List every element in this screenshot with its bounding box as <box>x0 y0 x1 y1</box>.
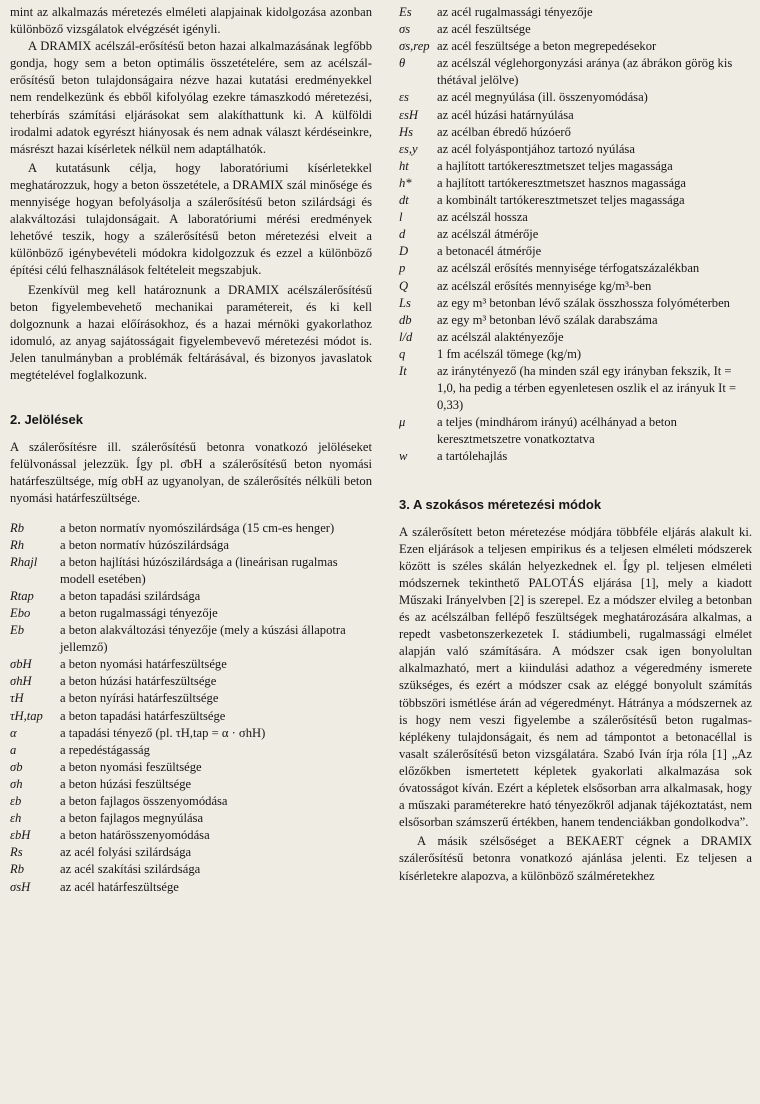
symbol-description: a betonacél átmérője <box>437 244 542 259</box>
symbol-description: a beton hajlítási húzószilárdsága a (lineárisan rugalmas modell esetében) <box>60 554 338 586</box>
symbol-definition <box>399 226 752 243</box>
symbol-definition <box>399 141 752 158</box>
symbol: σs,rep <box>399 39 430 54</box>
symbol-definition <box>10 537 372 554</box>
symbol-description: 1 fm acélszál tömege (kg/m) <box>437 346 582 361</box>
section-heading: 2. Jelölések <box>10 412 83 428</box>
symbol-description: a hajlított tartókeresztmetszet teljes magassága <box>437 158 673 173</box>
symbol: h* <box>399 175 412 190</box>
symbol-definition <box>399 295 752 312</box>
symbol: Rs <box>10 845 23 860</box>
symbol-description: a beton nyírási határfeszültsége <box>60 691 219 706</box>
symbol-definition <box>10 844 372 861</box>
symbol-description: a teljes (mindhárom irányú) acélhányad a beton keresztmetszetre vonatkoztatva <box>437 415 677 447</box>
symbol: dt <box>399 193 409 208</box>
symbol: db <box>399 312 412 327</box>
symbol-definition <box>399 448 752 465</box>
body-paragraph: A másik szélsőséget a BEKAERT cégnek a DRAMIX szálerősítésű betonra vonatkozó ajánlása jelenti. Ez teljesen a kísérletekre alapozva, a különböző szálméretekhez <box>399 834 752 883</box>
symbol-definition <box>399 209 752 226</box>
symbol-description: az acélszál átmérője <box>437 227 539 242</box>
symbol: θ <box>399 56 406 71</box>
symbol: Rhajl <box>10 554 38 569</box>
symbol-definition <box>399 55 752 89</box>
symbol-definition <box>10 793 372 810</box>
symbol: σb <box>10 759 23 774</box>
symbol-description: az acélszál véglehorgonyzási aránya (az ábrákon görög kis thétával jelölve) <box>437 56 733 88</box>
symbol-definition <box>399 21 752 38</box>
symbol: D <box>399 244 409 259</box>
symbol: l/d <box>399 329 413 344</box>
symbol-definition <box>399 260 752 277</box>
symbol: l <box>399 210 403 225</box>
symbol-definition <box>399 414 752 448</box>
symbol-description: a beton fajlagos összenyomódása <box>60 794 228 809</box>
right-column <box>399 4 752 885</box>
symbol-description: a beton nyomási feszültsége <box>60 759 202 774</box>
symbol-definition <box>399 312 752 329</box>
symbol-description: az acél szakítási szilárdsága <box>60 862 201 877</box>
symbol: Rtap <box>10 588 34 603</box>
symbol-description: az acél rugalmassági tényezője <box>437 5 593 19</box>
symbol-description: a beton nyomási határfeszültsége <box>60 657 227 672</box>
symbol: a <box>10 742 17 757</box>
symbol: εh <box>10 811 22 826</box>
symbol-list-left <box>10 520 372 896</box>
symbol: μ <box>399 415 406 430</box>
symbol: w <box>399 449 408 464</box>
symbol: Ebo <box>10 606 31 620</box>
symbol-description: a beton húzási határfeszültsége <box>60 674 217 689</box>
symbol-definition <box>10 605 372 622</box>
symbol: ht <box>399 158 409 173</box>
body-paragraph: A szálerősített beton méretezése módjára többféle eljárás alakult ki. Ezen eljárások a teljesen empirikus és a teljesen elméleti módszerek között is széles skálán helyezkednek el. Így pl. teljesen elméleti módszernek tekinthető PALOTÁS eljárása [1], mely a kiadott Műszaki Irányelvben [2] is szerepel. Ez a módszer elvileg a betonban és az acélszálban fellépő feszültségek meghatározására alkalmas, a repedt vasbetonszerkezetek I. stádiumbeli, rugalmassági elmélet alapján való számítására. A módszer csak igen bonyolultan alkalmazható, mert a kiindulási adathoz a végeredmény ismerete szükséges, és ezért a módszer csak az eléggé bonyolult számítás többszöri ismétlése árán ad végeredményt. Hátránya a módszernek az is hogy nem veszi figyelembe a szálerősítésű beton rugalmas-képlékeny tulajdonságait, és nem ad támpontot a betonacéllal is vasalt szálerősítésű beton vizsgálatára. Szabó Iván írja róla [1] „Az előzőkben ismertetett képletek gyakorlati alkalmazása sok óvatosságot kíván. Ezért a képletek elsősorban arra alkalmasak, hogy a műszaki paraméterekre ható tényezőkről adjanak tájékoztatást, nem elsősorban számszerű értékben, hanem tendenciákban gondolkodva”. <box>399 524 752 830</box>
symbol-definition <box>10 742 372 759</box>
symbol-definition <box>10 708 372 725</box>
symbol-description: az acélban ébredő húzóerő <box>437 124 571 139</box>
symbol-description: az acél folyáspontjához tartozó nyúlása <box>437 141 635 156</box>
symbol-definition <box>10 725 372 742</box>
symbol: τH <box>10 691 24 706</box>
symbol-description: a tapadási tényező (pl. τH,tap = α · σhH) <box>60 725 266 740</box>
symbol-description: a kombinált tartókeresztmetszet teljes magassága <box>437 193 685 208</box>
symbol-definition <box>10 861 372 878</box>
symbol: Hs <box>399 124 413 139</box>
symbol-description: az egy m³ betonban lévő szálak darabszáma <box>437 312 658 327</box>
symbol-definition <box>399 107 752 124</box>
symbol-definition <box>399 329 752 346</box>
symbol: εb <box>10 794 22 809</box>
symbol-description: az acél feszültsége <box>437 22 531 37</box>
symbol-description: az acélszál erősítés mennyisége kg/m³-ben <box>437 278 652 293</box>
symbol: τH,tap <box>10 708 43 723</box>
symbol: Rh <box>10 537 24 552</box>
symbol-definition <box>10 656 372 673</box>
symbol: d <box>399 227 406 242</box>
symbol-definition <box>399 192 752 209</box>
body-paragraph: mint az alkalmazás méretezés elméleti alapjainak kidolgozása azonban különböző vizsgálatok elvégzését igényli. <box>10 5 372 37</box>
symbol-description: az acél húzási határnyúlása <box>437 107 574 122</box>
symbol-description: a beton fajlagos megnyúlása <box>60 811 204 826</box>
symbol-definition <box>10 810 372 827</box>
symbol: εs <box>399 90 409 105</box>
symbol-description: az acél megnyúlása (ill. összenyomódása) <box>437 90 648 105</box>
symbol-description: az egy m³ betonban lévő szálak összhossza folyóméterben <box>437 295 730 310</box>
symbol-description: a hajlított tartókeresztmetszet hasznos magassága <box>437 175 686 190</box>
symbol: σh <box>10 776 23 791</box>
symbol-definition <box>399 278 752 295</box>
body-paragraph: A kutatásunk célja, hogy laboratóriumi kísérletekkel meghatározzuk, hogy a beton összetétele, a DRAMIX szál minősége és mennyisége hogyan befolyásolja a szálerősítésű beton szilárdsági és alakváltozási tulajdonságait. A laboratóriumi mérési eredmények lehetővé teszik, hogy a szálerősítésű beton méretezési elveit a különböző igénybevételi módokra kidolgozzuk és ezzel a különböző építési célú felhasználások feltételeit megszabjuk. <box>10 160 372 278</box>
symbol-description: az acél feszültsége a beton megrepedésekor <box>437 39 657 54</box>
symbol: Eb <box>10 623 24 638</box>
symbol-definition <box>399 346 752 363</box>
symbol-description: az acélszál hossza <box>437 210 528 225</box>
symbol-description: az acélszál alaktényezője <box>437 329 564 344</box>
symbol-description: a beton határösszenyomódása <box>60 828 210 843</box>
symbol-definition <box>10 588 372 605</box>
symbol-definition <box>10 827 372 844</box>
symbol-description: a beton rugalmassági tényezője <box>60 606 218 620</box>
symbol: εbH <box>10 828 31 843</box>
symbol-description: a tartólehajlás <box>437 449 508 464</box>
symbol: p <box>399 261 406 276</box>
symbol-list-right <box>399 4 752 466</box>
symbol-description: az acél folyási szilárdsága <box>60 845 192 860</box>
body-paragraph: Ezenkívül meg kell határoznunk a DRAMIX acélszálerősítésű beton figyelembevehető mechanikai paramétereit, és ki kell dolgoznunk a hazai előírásokhoz, és a hazai mérnöki gyakorlathoz idomuló, az anyag sajátosságait figyelembevevő méretezési módot is. Jelen tanulmányban a problémák feltárásával, és bizonyos javaslatok megtételével foglalkozunk. <box>10 282 372 382</box>
symbol: Rb <box>10 520 24 535</box>
symbol: It <box>399 363 407 378</box>
symbol: Es <box>399 5 412 19</box>
symbol-description: a beton tapadási szilárdsága <box>60 588 201 603</box>
symbol-definition <box>10 690 372 707</box>
symbol-definition <box>399 363 752 414</box>
symbol: q <box>399 346 406 361</box>
symbol-description: a beton normatív húzószilárdsága <box>60 537 229 552</box>
symbol-definition <box>10 759 372 776</box>
symbol-definition <box>10 622 372 656</box>
symbol-description: az iránytényező (ha minden szál egy irányban fekszik, It = 1,0, ha pedig a térben egyenletesen oszlik el az irányuk It = 0,33) <box>437 363 737 413</box>
symbol: σs <box>399 22 411 37</box>
symbol-definition <box>10 673 372 690</box>
symbol-definition <box>399 124 752 141</box>
symbol: σsH <box>10 879 31 894</box>
symbol-definition <box>399 89 752 106</box>
symbol: εsH <box>399 107 418 122</box>
symbol-definition <box>10 520 372 537</box>
symbol: σhH <box>10 674 32 689</box>
symbol: Rb <box>10 862 24 877</box>
symbol-definition <box>10 879 372 896</box>
symbol: Ls <box>399 295 411 310</box>
symbol-description: az acélszál erősítés mennyisége térfogatszázalékban <box>437 261 700 276</box>
symbol-definition <box>399 243 752 260</box>
body-paragraph: A DRAMIX acélszál-erősítésű beton hazai alkalmazásának legfőbb gondja, hogy sem a beton optimális összetételére, sem az acélszál-erősítésű beton tulajdonságaira nézve hazai kutatási eredményekkel nem rendelkezünk és ebből kifolyólag ezekre támaszkodó méretezési, teherbírás számítási eljárásokat sem alakíthattunk ki. A külföldi irodalmi adatok egyrészt hiányosak és nem adnak választ kérdéseinkre, másrészt hazai kísérletek nélkül nem adaptálhatók. <box>10 39 372 156</box>
symbol-description: a beton normatív nyomószilárdsága (15 cm-es henger) <box>60 520 335 535</box>
symbol-definition <box>10 554 372 588</box>
symbol-description: a beton tapadási határfeszültsége <box>60 708 226 723</box>
symbol: Q <box>399 278 409 293</box>
symbol-description: a beton alakváltozási tényezője (mely a kúszási állapotra jellemző) <box>60 623 346 655</box>
symbol-description: a beton húzási feszültsége <box>60 776 192 791</box>
symbol: α <box>10 725 17 740</box>
symbol-description: a repedéstágasság <box>60 742 150 757</box>
symbol-definition <box>399 158 752 175</box>
symbol-definition <box>399 4 752 21</box>
symbol-definition <box>10 776 372 793</box>
section-heading: 3. A szokásos méretezési módok <box>399 496 602 512</box>
symbol-definition <box>399 175 752 192</box>
left-column <box>10 4 372 896</box>
symbol-definition <box>399 38 752 55</box>
symbol: εs,y <box>399 141 418 156</box>
section-intro: A szálerősítésre ill. szálerősítésű betonra vonatkozó jelöléseket felülvonással jelezzük. Így pl. σ̄bH a szálerősítésű beton nyomási határfeszültsége, míg σbH az ugyanolyan, de szálerősítés nélküli beton nyomási határfeszültsége. <box>10 440 372 506</box>
symbol-description: az acél határfeszültsége <box>60 879 179 894</box>
symbol: σbH <box>10 657 32 672</box>
